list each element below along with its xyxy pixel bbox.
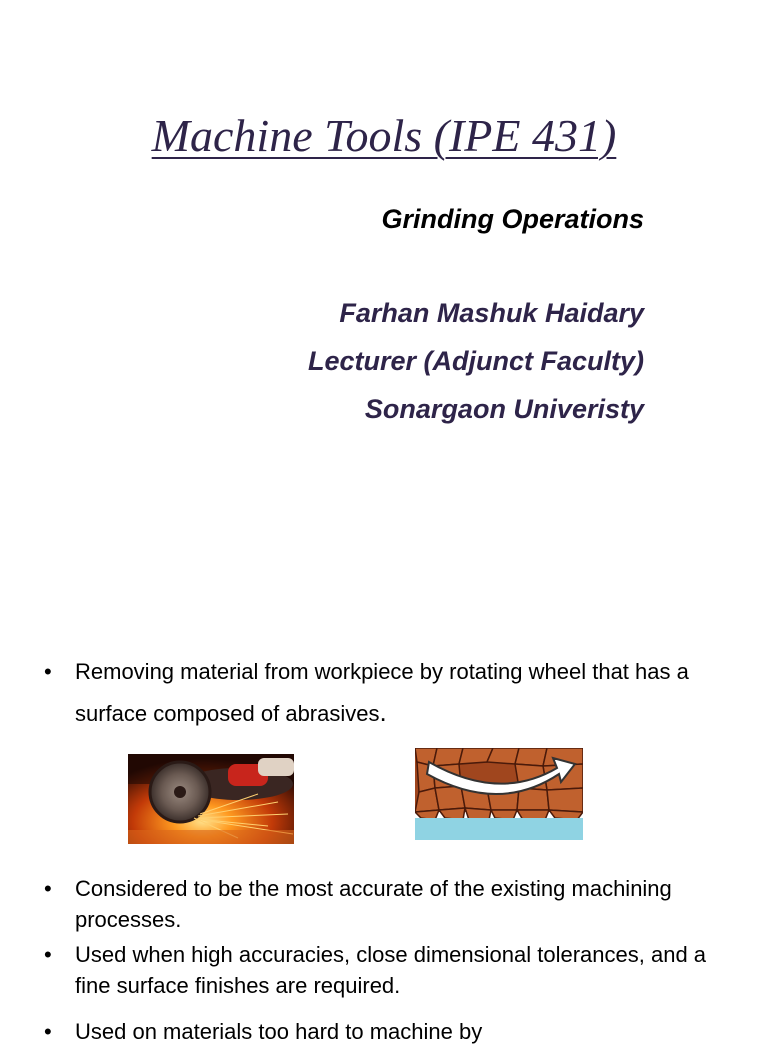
angle-grinder-illustration [128, 754, 294, 844]
bullet-text: Removing material from workpiece by rotating wheel that has a surface composed of abrasives [75, 659, 689, 726]
abrasive-diagram [415, 748, 583, 840]
bullet-list-main [44, 873, 734, 1005]
subtitle-block [308, 195, 644, 433]
angle-grinder-photo [128, 754, 294, 844]
bullet-period: . [379, 697, 387, 727]
bullet-text: Used when high accuracies, close dimensional tolerances, and a fine surface finishes are required. [75, 942, 707, 998]
slide-title: Machine Tools (IPE 431) [151, 110, 617, 161]
bullet-text: Used on materials too hard to machine by [75, 1019, 483, 1044]
slide-topic: Grinding Operations [381, 204, 644, 234]
bullet-dot: • [44, 876, 52, 901]
bullet-dot: • [44, 659, 52, 684]
bullet-text: Considered to be the most accurate of the existing machining processes. [75, 876, 672, 932]
author-institution: Sonargaon Univeristy [364, 394, 644, 424]
bullet-dot: • [44, 1019, 52, 1044]
author-role: Lecturer (Adjunct Faculty) [307, 346, 644, 376]
spacer [308, 243, 644, 289]
bullet-list-cut [44, 1016, 734, 1047]
bullet-item [44, 1016, 734, 1047]
bullet-item [44, 652, 734, 734]
grinding-wheel-diagram [415, 748, 583, 840]
author-name: Farhan Mashuk Haidary [339, 298, 644, 328]
bullet-list-intro [44, 652, 734, 734]
bullet-item [44, 939, 734, 1001]
workpiece [415, 818, 583, 840]
bullet-item [44, 873, 734, 935]
bullet-dot: • [44, 942, 52, 967]
